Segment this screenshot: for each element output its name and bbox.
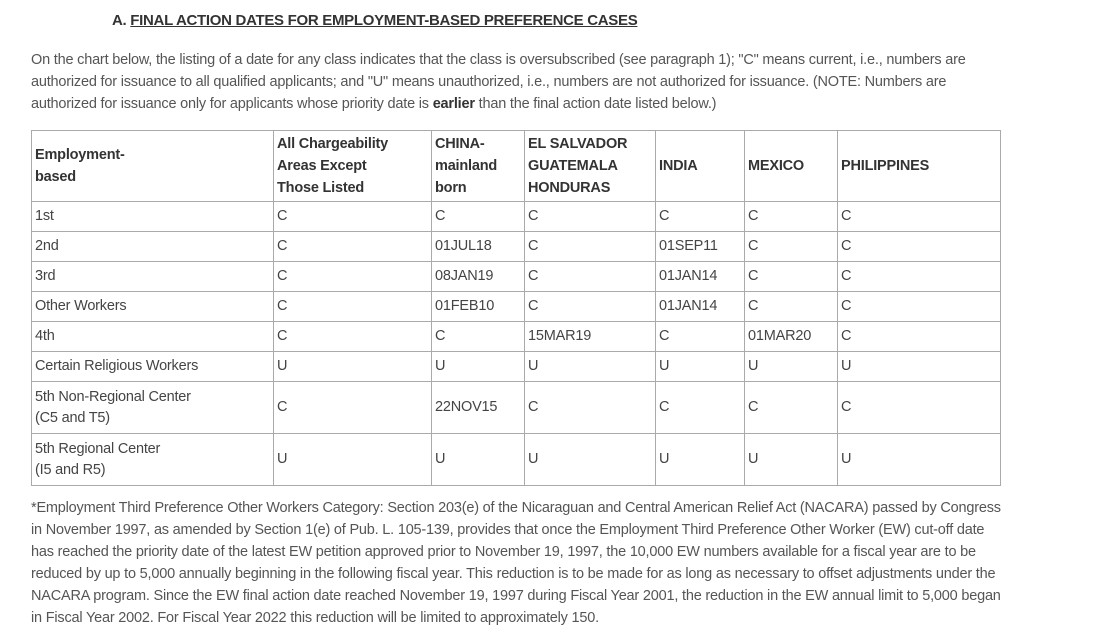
- header-line: PHILIPPINES: [841, 158, 930, 174]
- header-employment-based: [32, 131, 274, 202]
- table-row: [32, 352, 1001, 382]
- row-label: [32, 232, 274, 262]
- table-cell: U: [838, 434, 1001, 486]
- row-label: [32, 292, 274, 322]
- table-cell: U: [656, 352, 745, 382]
- footnote-paragraph: *Employment Third Preference Other Workers Category: Section 203(e) of the Nicaraguan and Central American Relief Act (NACARA) passed by Congress in November 1997, as amended by Section 1(e) of Pub. L. 105-139, provides that once the Employment Third Preference Other Worker (EW) cut-off date has reached the priority date of the latest EW petition approved prior to November 19, 1997, the 10,000 EW numbers available for a fiscal year are to be reduced by up to 5,000 annually beginning in the following fiscal year. This reduction is to be made for as long as necessary to offset adjustments under the NACARA program. Since the EW final action date reached November 19, 1997 during Fiscal Year 2001, the reduction in the EW annual limit to 5,000 began in Fiscal Year 2002. For Fiscal Year 2022 this reduction will be limited to approximately 150.: [31, 500, 1001, 626]
- header-india: [656, 131, 745, 202]
- table-cell: C: [838, 292, 1001, 322]
- table-cell: C: [656, 202, 745, 232]
- row-label-line: (C5 and T5): [35, 409, 110, 426]
- table-cell: U: [745, 352, 838, 382]
- row-label: [32, 202, 274, 232]
- section-heading: [112, 12, 637, 29]
- table-cell: 01FEB10: [432, 292, 525, 322]
- intro-text-end: than the final action date listed below.): [474, 96, 717, 112]
- table-cell: C: [274, 382, 432, 434]
- table-cell: 08JAN19: [432, 262, 525, 292]
- row-label-line: 2nd: [35, 238, 59, 254]
- table-cell: C: [838, 382, 1001, 434]
- header-line: Employment-: [35, 147, 125, 163]
- table-cell: C: [525, 232, 656, 262]
- table-cell: C: [838, 202, 1001, 232]
- table-cell: U: [525, 434, 656, 486]
- section-letter: A.: [112, 12, 127, 29]
- table-row: [32, 322, 1001, 352]
- table-cell: 01JAN14: [656, 262, 745, 292]
- table-header-row: [32, 131, 1001, 202]
- row-label-line: (I5 and R5): [35, 461, 106, 478]
- table-cell: 01JAN14: [656, 292, 745, 322]
- table-cell: C: [432, 202, 525, 232]
- table-cell: C: [525, 292, 656, 322]
- header-el-salvador-guatemala-honduras: [525, 131, 656, 202]
- table-cell: C: [525, 262, 656, 292]
- row-label-line: 1st: [35, 208, 54, 224]
- intro-paragraph: [31, 49, 991, 115]
- table-row: [32, 262, 1001, 292]
- table-cell: U: [274, 434, 432, 486]
- row-label: [32, 322, 274, 352]
- header-philippines: [838, 131, 1001, 202]
- table-cell: C: [745, 262, 838, 292]
- row-label-line: 4th: [35, 328, 55, 344]
- header-line: based: [35, 169, 76, 185]
- table-cell: U: [745, 434, 838, 486]
- table-cell: C: [838, 262, 1001, 292]
- table-cell: U: [274, 352, 432, 382]
- table-cell: C: [745, 292, 838, 322]
- table-cell: C: [274, 202, 432, 232]
- header-line: CHINA-: [435, 136, 485, 152]
- table-cell: U: [432, 434, 525, 486]
- table-cell: C: [525, 382, 656, 434]
- header-line: GUATEMALA: [528, 158, 618, 174]
- table-cell: C: [274, 262, 432, 292]
- row-label-line: 5th Non-Regional Center: [35, 388, 191, 405]
- row-label-line: 3rd: [35, 268, 56, 284]
- table-row: [32, 292, 1001, 322]
- table-body: [32, 202, 1001, 486]
- table-cell: C: [656, 382, 745, 434]
- header-all-chargeability: [274, 131, 432, 202]
- table-cell: C: [745, 202, 838, 232]
- table-cell: U: [525, 352, 656, 382]
- table-cell: C: [838, 322, 1001, 352]
- table-cell: C: [745, 382, 838, 434]
- header-line: Areas Except: [277, 158, 367, 174]
- table-cell: C: [274, 292, 432, 322]
- table-row: [32, 382, 1001, 434]
- table-cell: 22NOV15: [432, 382, 525, 434]
- intro-text: On the chart below, the listing of a date for any class indicates that the class is oversubscribed (see paragraph 1); "C" means current, i.e., numbers are authorized for issuance to all qualified applicants; and "U" means unauthorized, i.e., numbers are not authorized for issuance. (NOTE: Numbers are authorized for issuance only for applicants whose priority date is: [31, 52, 966, 112]
- row-label-line: Other Workers: [35, 298, 127, 314]
- header-line: HONDURAS: [528, 180, 611, 196]
- header-line: born: [435, 180, 467, 196]
- table-cell: 01SEP11: [656, 232, 745, 262]
- header-line: Those Listed: [277, 180, 365, 196]
- table-cell: 01JUL18: [432, 232, 525, 262]
- header-china: [432, 131, 525, 202]
- header-line: EL SALVADOR: [528, 136, 628, 152]
- header-line: MEXICO: [748, 158, 804, 174]
- row-label: [32, 434, 274, 486]
- row-label: [32, 262, 274, 292]
- header-line: INDIA: [659, 158, 698, 174]
- final-action-dates-table: [31, 130, 1001, 486]
- table-cell: C: [274, 232, 432, 262]
- row-label-line: Certain Religious Workers: [35, 358, 199, 374]
- header-line: All Chargeability: [277, 136, 389, 152]
- row-label: [32, 382, 274, 434]
- table-cell: 01MAR20: [745, 322, 838, 352]
- table-cell: C: [745, 232, 838, 262]
- table-cell: C: [432, 322, 525, 352]
- header-mexico: [745, 131, 838, 202]
- table-row: [32, 232, 1001, 262]
- table-cell: 15MAR19: [525, 322, 656, 352]
- intro-bold-word: earlier: [432, 96, 475, 112]
- table-cell: C: [274, 322, 432, 352]
- table-cell: U: [432, 352, 525, 382]
- table-row: [32, 434, 1001, 486]
- table-cell: U: [656, 434, 745, 486]
- row-label-line: 5th Regional Center: [35, 440, 161, 457]
- row-label: [32, 352, 274, 382]
- table-cell: U: [838, 352, 1001, 382]
- header-line: mainland: [435, 158, 498, 174]
- section-title: FINAL ACTION DATES FOR EMPLOYMENT-BASED PREFERENCE CASES: [130, 12, 638, 29]
- table-row: [32, 202, 1001, 232]
- table-cell: C: [525, 202, 656, 232]
- table-cell: C: [656, 322, 745, 352]
- table-cell: C: [838, 232, 1001, 262]
